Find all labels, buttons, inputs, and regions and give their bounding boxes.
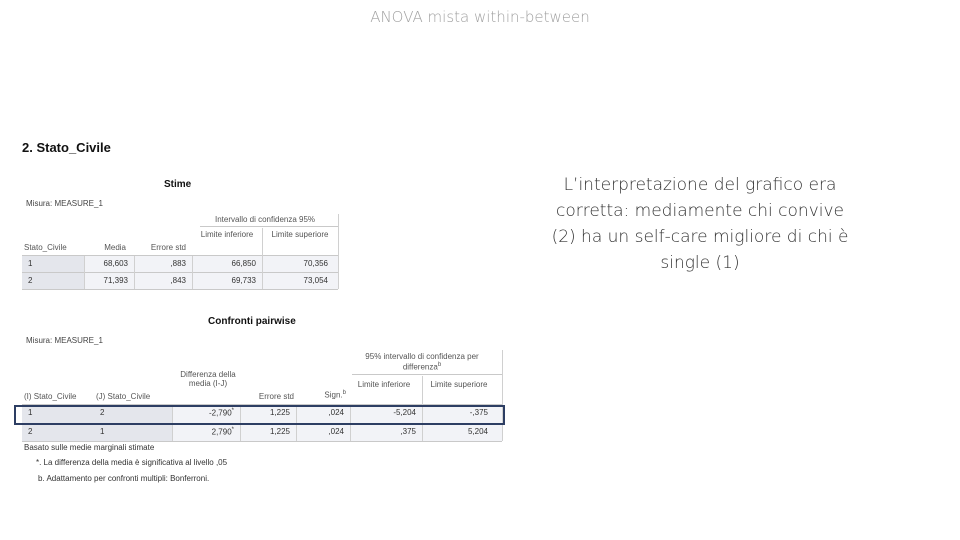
divider (502, 350, 503, 441)
estimates-cell: 2 (28, 276, 33, 285)
estimates-col-stato: Stato_Civile (24, 243, 67, 252)
pairwise-col-i: (I) Stato_Civile (24, 392, 77, 401)
pairwise-ci-header (352, 352, 492, 372)
estimates-col-lim-sup: Limite superiore (271, 230, 329, 239)
estimates-col-lim-inf: Limite inferiore (200, 230, 254, 239)
pairwise-cell: 1,225 (269, 408, 290, 417)
estimates-col-errore: Errore std (150, 243, 186, 252)
divider (134, 256, 135, 289)
footnote-basis: Basato sulle medie marginali stimate (24, 443, 155, 452)
divider (338, 214, 339, 289)
pairwise-col-j: (J) Stato_Civile (96, 392, 151, 401)
pairwise-col-diff: Differenza della media (I-J) (180, 370, 236, 388)
divider (262, 228, 263, 289)
estimates-col-media: Media (104, 243, 126, 252)
pairwise-ci-header-sup: b (437, 362, 442, 368)
estimates-cell: ,883 (170, 259, 186, 268)
estimates-cell: ,843 (170, 276, 186, 285)
divider (22, 272, 338, 273)
estimates-cell: 68,603 (103, 259, 128, 268)
pairwise-cell: 2 (28, 427, 33, 436)
pairwise-col-lim-sup: Limite superiore (430, 380, 488, 389)
divider (84, 256, 85, 289)
estimates-measure: Misura: MEASURE_1 (26, 199, 103, 208)
estimates-cell: 1 (28, 259, 33, 268)
pairwise-cell: -5,204 (393, 408, 416, 417)
divider (192, 256, 193, 289)
pairwise-cell-value: -2,790 (208, 408, 232, 418)
interpretation-text: L’interpretazione del grafico era corretta: mediamente chi convive (2) ha un self-care migliore di chi è single (1) (551, 175, 849, 273)
pairwise-cell: 1 (100, 427, 105, 436)
pairwise-col-sign (298, 389, 346, 400)
pairwise-cell: 1 (28, 408, 33, 417)
highlight-box (14, 405, 505, 425)
divider (200, 226, 338, 227)
pairwise-cell: ,024 (328, 408, 344, 417)
pairwise-ci-header-text: 95% intervallo di confidenza per differenza (365, 352, 479, 372)
divider (352, 374, 502, 375)
estimates-cell: 66,850 (231, 259, 256, 268)
pairwise-cell: -,375 (469, 408, 488, 417)
estimates-cell: 70,356 (303, 259, 328, 268)
slide-title: ANOVA mista within-between (370, 8, 590, 26)
significance-marker: * (231, 427, 234, 433)
estimates-ci-header: Intervallo di confidenza 95% (214, 215, 316, 224)
pairwise-cell: 1,225 (269, 427, 290, 436)
pairwise-cell: 2 (100, 408, 105, 417)
section-title: 2. Stato_Civile (22, 140, 111, 155)
pairwise-col-errore: Errore std (258, 392, 294, 401)
pairwise-cell (176, 427, 234, 437)
pairwise-col-sign-label: Sign. (324, 390, 343, 400)
pairwise-cell: 5,204 (467, 427, 488, 436)
estimates-cell: 69,733 (231, 276, 256, 285)
estimates-title: Stime (164, 179, 192, 190)
pairwise-col-lim-inf: Limite inferiore (357, 380, 411, 389)
pairwise-title: Confronti pairwise (208, 316, 296, 327)
pairwise-cell: ,375 (400, 427, 416, 436)
footnote-bonferroni: b. Adattamento per confronti multipli: Bonferroni. (38, 474, 210, 483)
pairwise-measure: Misura: MEASURE_1 (26, 336, 103, 345)
pairwise-col-sign-sup: b (342, 390, 346, 396)
significance-marker: * (231, 408, 234, 414)
footnote-significance: *. La differenza della media è significativa al livello ,05 (36, 458, 228, 467)
pairwise-cell: ,024 (328, 427, 344, 436)
estimates-cell: 71,393 (103, 276, 128, 285)
divider (22, 441, 502, 442)
divider (22, 289, 338, 290)
pairwise-cell-value: 2,790 (211, 427, 232, 437)
estimates-cell: 73,054 (303, 276, 328, 285)
